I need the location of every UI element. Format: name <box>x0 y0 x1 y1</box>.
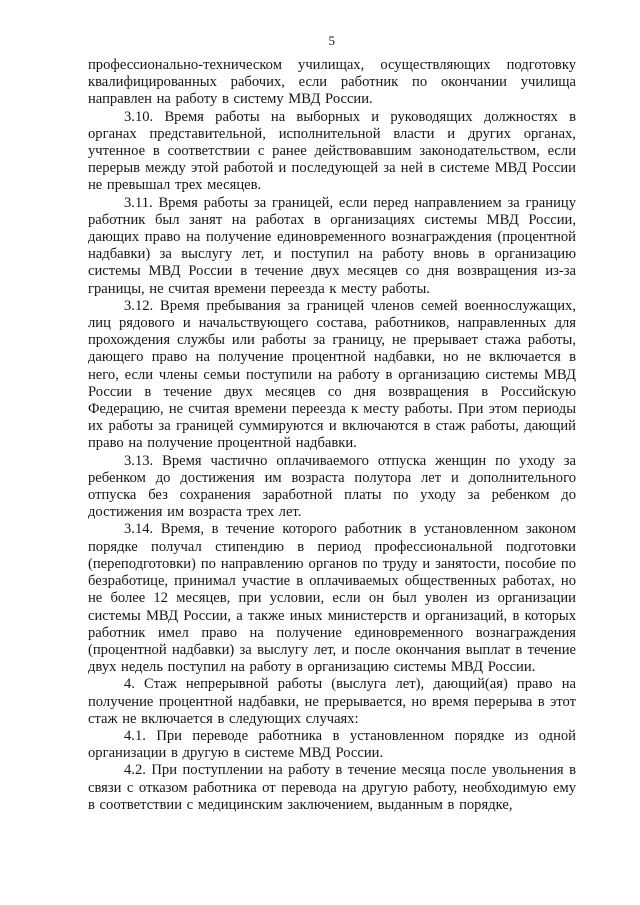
paragraph-clause-3-13: 3.13. Время частично оплачиваемого отпуска женщин по уходу за ребенком до достижения им возраста полутора лет и дополнительного отпуска без сохранения заработной платы по уходу за ребенком до достижения им возраста трех лет. <box>88 452 576 521</box>
document-body <box>88 57 576 814</box>
paragraph-clause-3-10: 3.10. Время работы на выборных и руководящих должностях в органах представительной, исполнительной власти и других органах, учтенное в соответствии с ранее действовавшим законодательством, если перерыв между этой работой и последующей за ней в системе МВД России не превышал трех месяцев. <box>88 108 576 194</box>
page-number: 5 <box>328 33 336 48</box>
paragraph-clause-3-12: 3.12. Время пребывания за границей членов семей военнослужащих, лиц рядового и начальствующего состава, работников, направленных для прохождения службы или работы за границу, не прерывает стажа работы, дающего право на получение процентной надбавки, но не включается в него, если члены семьи поступили на работу в организацию системы МВД России в течение двух месяцев со дня возвращения в Российскую Федерацию, не считая времени переезда к месту работы. При этом периоды их работы за границей суммируются и включаются в стаж работы, дающий право на получение процентной надбавки. <box>88 297 576 452</box>
paragraph-clause-3-14: 3.14. Время, в течение которого работник в установленном законом порядке получал стипендию в период профессиональной подготовки (переподготовки) по направлению органов по труду и занятости, пособие по безработице, принимал участие в оплачиваемых общественных работах, но не более 12 месяцев, при условии, если он был уволен из организации системы МВД России, а также иных министерств и организаций, в которых работник имел право на получение единовременного вознаграждения (процентной надбавки) за выслугу лет, и после окончания выплат в течение двух недель поступил на работу в организацию системы МВД России. <box>88 521 576 676</box>
paragraph-clause-4: 4. Стаж непрерывной работы (выслуга лет), дающий(ая) право на получение процентной надбавки, не прерывается, но время перерыва в этот стаж не включается в следующих случаях: <box>88 676 576 727</box>
paragraph-clause-4-1: 4.1. При переводе работника в установленном порядке из одной организации в другую в системе МВД России. <box>88 727 576 762</box>
paragraph-clause-3-11: 3.11. Время работы за границей, если перед направлением за границу работник был занят на работах в организациях системы МВД России, дающих право на получение единовременного вознаграждения (процентной надбавки) за выслугу лет, и поступил на работу вновь в организацию системы МВД России в течение двух месяцев со дня возвращения из-за границы, не считая времени переезда к месту работы. <box>88 194 576 297</box>
paragraph-clause-4-2: 4.2. При поступлении на работу в течение месяца после увольнения в связи с отказом работника от перевода на другую работу, необходимую ему в соответствии с медицинским заключением, выданным в порядке, <box>88 762 576 813</box>
paragraph-intro-continuation: профессионально-техническом училищах, осуществляющих подготовку квалифицированных рабочих, если работник по окончании училища направлен на работу в систему МВД России. <box>88 57 576 108</box>
